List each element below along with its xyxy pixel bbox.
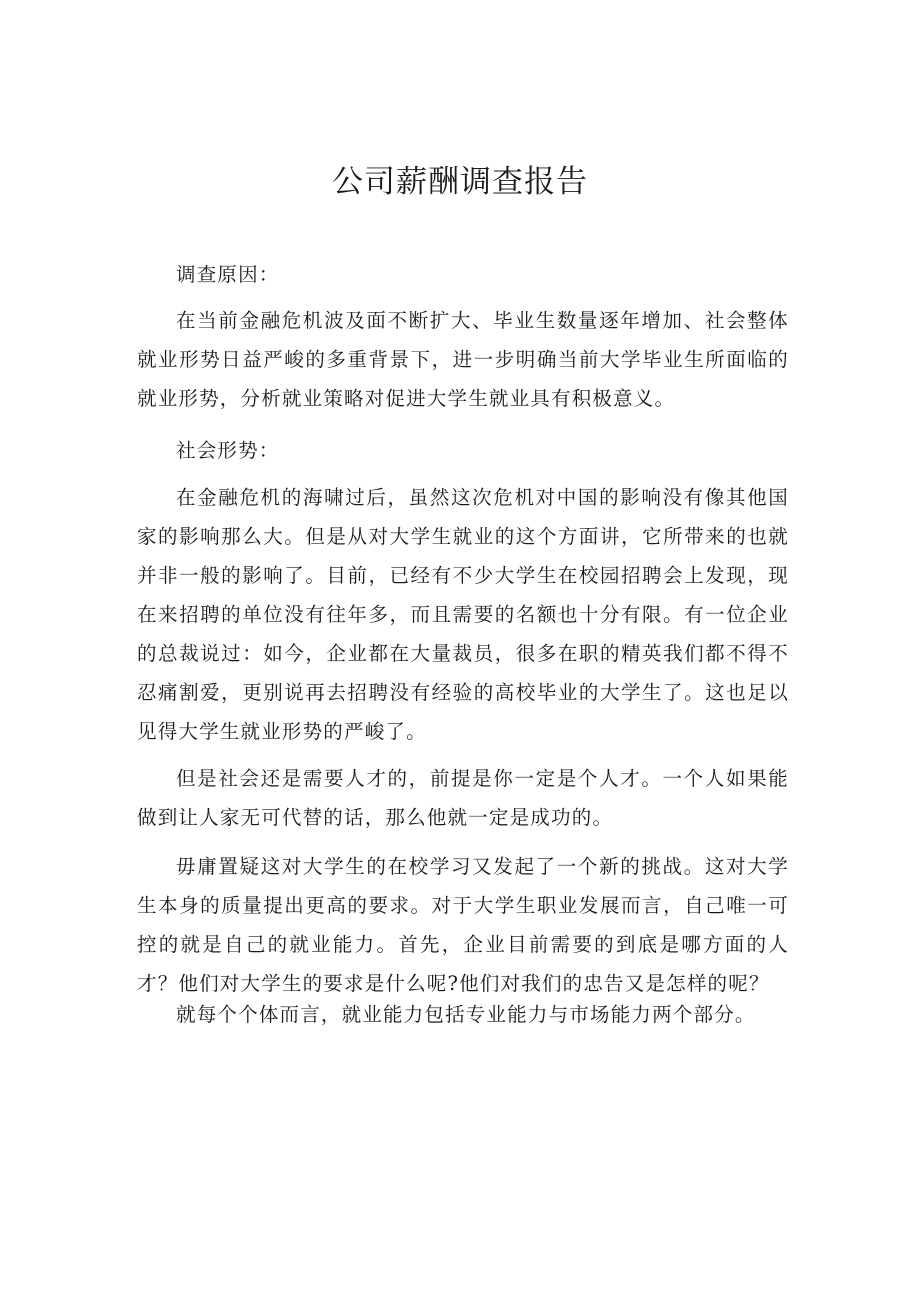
document-title: 公司薪酬调查报告 <box>332 164 588 200</box>
section-heading-situation: 社会形势： <box>176 439 280 462</box>
document-body <box>137 255 789 1034</box>
paragraph-talent: 但是社会还是需要人才的，前提是你一定是个人才。一个人如果能做到让人家无可代替的话，那么他就一定是成功的。 <box>137 767 789 829</box>
paragraph-challenge: 毋庸置疑这对大学生的在校学习又发起了一个新的挑战。这对大学生本身的质量提出更高的要求。对于大学生职业发展而言，自己唯一可控的就是自己的就业能力。首先，企业目前需要的到底是哪方面的人才？他们对大学生的要求是什么呢?他们对我们的忠告又是怎样的呢？ <box>137 855 789 995</box>
paragraph-reason: 在当前金融危机波及面不断扩大、毕业生数量逐年增加、社会整体就业形势日益严峻的多重背景下，进一步明确当前大学毕业生所面临的就业形势，分析就业策略对促进大学生就业具有积极意义。 <box>137 309 789 410</box>
section-heading-reason: 调查原因： <box>176 263 280 286</box>
paragraph-situation: 在金融危机的海啸过后，虽然这次危机对中国的影响没有像其他国家的影响那么大。但是从对大学生就业的这个方面讲，它所带来的也就并非一般的影响了。目前，已经有不少大学生在校园招聘会上发现，现在来招聘的单位没有往年多，而且需要的名额也十分有限。有一位企业的总裁说过：如今，企业都在大量裁员，很多在职的精英我们都不得不忍痛割爱，更别说再去招聘没有经验的高校毕业的大学生了。这也足以见得大学生就业形势的严峻了。 <box>137 486 789 743</box>
paragraph-ability: 就每个个体而言，就业能力包括专业能力与市场能力两个部分。 <box>176 1003 756 1026</box>
